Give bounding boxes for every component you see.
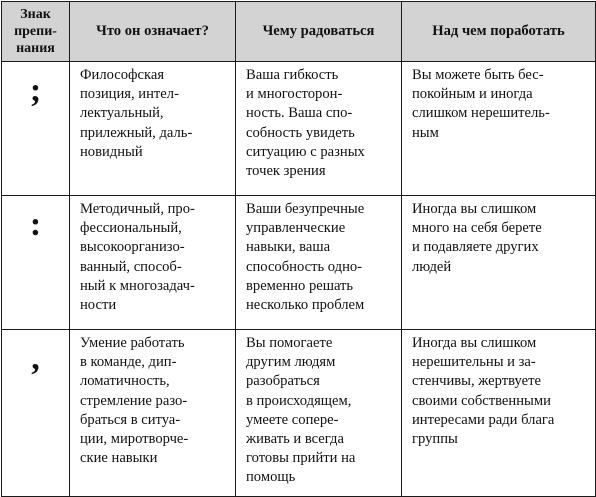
table-row: [2, 330, 596, 497]
work-on-cell: Иногда вы слишком нерешительны и за- стенчивы, жертвуете своими собственными интересами ради блага группы: [402, 330, 596, 497]
sign-cell: [2, 62, 70, 196]
table-row: [2, 196, 596, 330]
rejoice-cell: Ваша гибкость и многосторон- ность. Ваша спо- собность увидеть ситуацию с разных точек зрения: [236, 62, 402, 196]
header-row: [2, 2, 596, 62]
semicolon-sign: ;: [29, 72, 42, 109]
header-meaning: Что он означает?: [70, 2, 236, 62]
header-work-on: Над чем поработать: [402, 2, 596, 62]
meaning-cell: Умение работать в команде, дип- ломатичность, стремление разо- браться в ситуа- ции, миротворче- ские навыки: [70, 330, 236, 497]
colon-sign: :: [29, 206, 42, 243]
comma-sign: ,: [31, 340, 40, 377]
meaning-cell: Философская позиция, интел- лектуальный, прилежный, даль- новидный: [70, 62, 236, 196]
table-row: [2, 62, 596, 196]
rejoice-cell: Ваши безупречные управленческие навыки, ваша способность одно- временно решать несколько проблем: [236, 196, 402, 330]
sign-cell: [2, 330, 70, 497]
header-sign-text: Знак препи- нания: [14, 7, 57, 56]
table-body: [2, 62, 596, 497]
work-on-cell: Иногда вы слишком много на себя берете и подавляете других людей: [402, 196, 596, 330]
meaning-cell: Методичный, про- фессиональный, высокоорганизо- ванный, способ- ный к многозадач- ности: [70, 196, 236, 330]
rejoice-cell: Вы помогаете другим людям разобраться в происходящем, умеете сопере- живать и всегда готовы прийти на помощь: [236, 330, 402, 497]
punctuation-table: [1, 1, 596, 497]
sign-cell: [2, 196, 70, 330]
header-rejoice: Чему радоваться: [236, 2, 402, 62]
table-header: [2, 2, 596, 62]
work-on-cell: Вы можете быть бес- покойным и иногда слишком нерешитель- ным: [402, 62, 596, 196]
header-sign: [2, 2, 70, 62]
